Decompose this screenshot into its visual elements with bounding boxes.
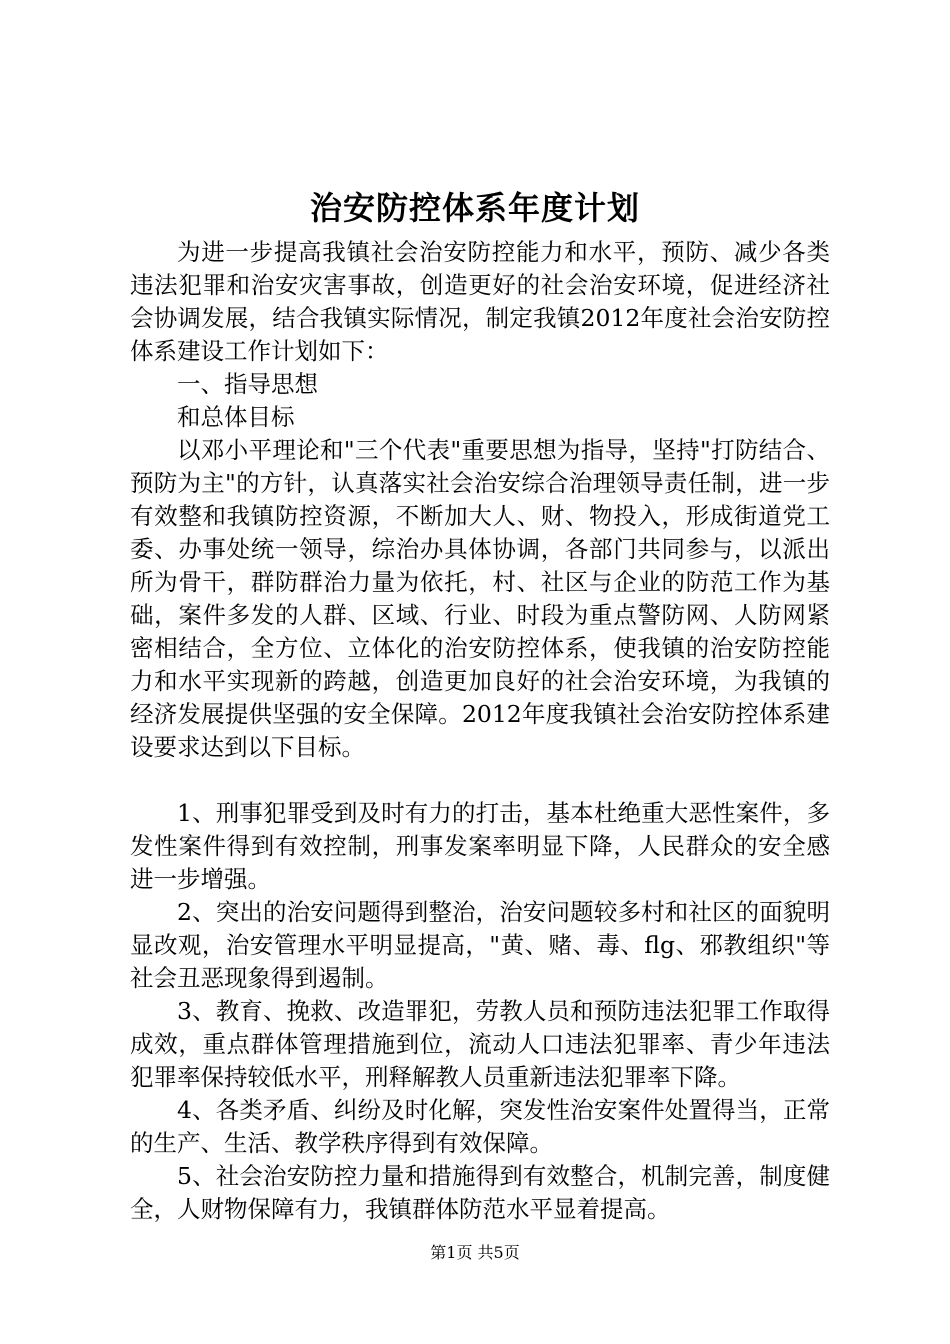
- page-number-footer: 第1页 共5页: [430, 1243, 520, 1262]
- section-heading: 一、指导思想: [177, 370, 318, 398]
- goal-item-4: 4、各类矛盾、纠纷及时化解，突发性治安案件处置得当，正常的生产、生活、教学秩序得到有效保障。: [130, 1096, 830, 1157]
- guiding-principle-paragraph: 以邓小平理论和"三个代表"重要思想为指导，坚持"打防结合、预防为主"的方针，认真落实社会治安综合治理领导责任制，进一步有效整和我镇防控资源，不断加大人、财、物投入，形成街道党工委、办事处统一领导，综治办具体协调，各部门共同参与，以派出所为骨干，群防群治力量为依托，村、社区与企业的防范工作为基础，案件多发的人群、区域、行业、时段为重点警防网、人防网紧密相结合，全方位、立体化的治安防控体系，使我镇的治安防控能力和水平实现新的跨越，创造更加良好的社会治安环境，为我镇的经济发展提供坚强的安全保障。2012年度我镇社会治安防控体系建设要求达到以下目标。: [130, 436, 830, 761]
- intro-paragraph: 为进一步提高我镇社会治安防控能力和水平，预防、减少各类违法犯罪和治安灾害事故，创造更好的社会治安环境，促进经济社会协调发展，结合我镇实际情况，制定我镇2012年度社会治安防控体系建设工作计划如下：: [130, 238, 830, 365]
- document-title: 治安防控体系年度计划: [309, 189, 640, 227]
- section-heading-continued: 和总体目标: [177, 403, 295, 431]
- goal-item-2: 2、突出的治安问题得到整治，治安问题较多村和社区的面貌明显改观，治安管理水平明显提高，"黄、赌、毒、flg、邪教组织"等社会丑恶现象得到遏制。: [130, 898, 830, 992]
- goal-item-5: 5、社会治安防控力量和措施得到有效整合，机制完善，制度健全，人财物保障有力，我镇群体防范水平显着提高。: [130, 1162, 830, 1223]
- goal-item-1: 1、刑事犯罪受到及时有力的打击，基本杜绝重大恶性案件，多发性案件得到有效控制，刑事发案率明显下降，人民群众的安全感进一步增强。: [130, 799, 830, 893]
- goal-item-3: 3、教育、挽救、改造罪犯，劳教人员和预防违法犯罪工作取得成效，重点群体管理措施到位，流动人口违法犯罪率、青少年违法犯罪率保持较低水平，刑释解教人员重新违法犯罪率下降。: [130, 997, 830, 1091]
- document-body: [130, 236, 830, 1226]
